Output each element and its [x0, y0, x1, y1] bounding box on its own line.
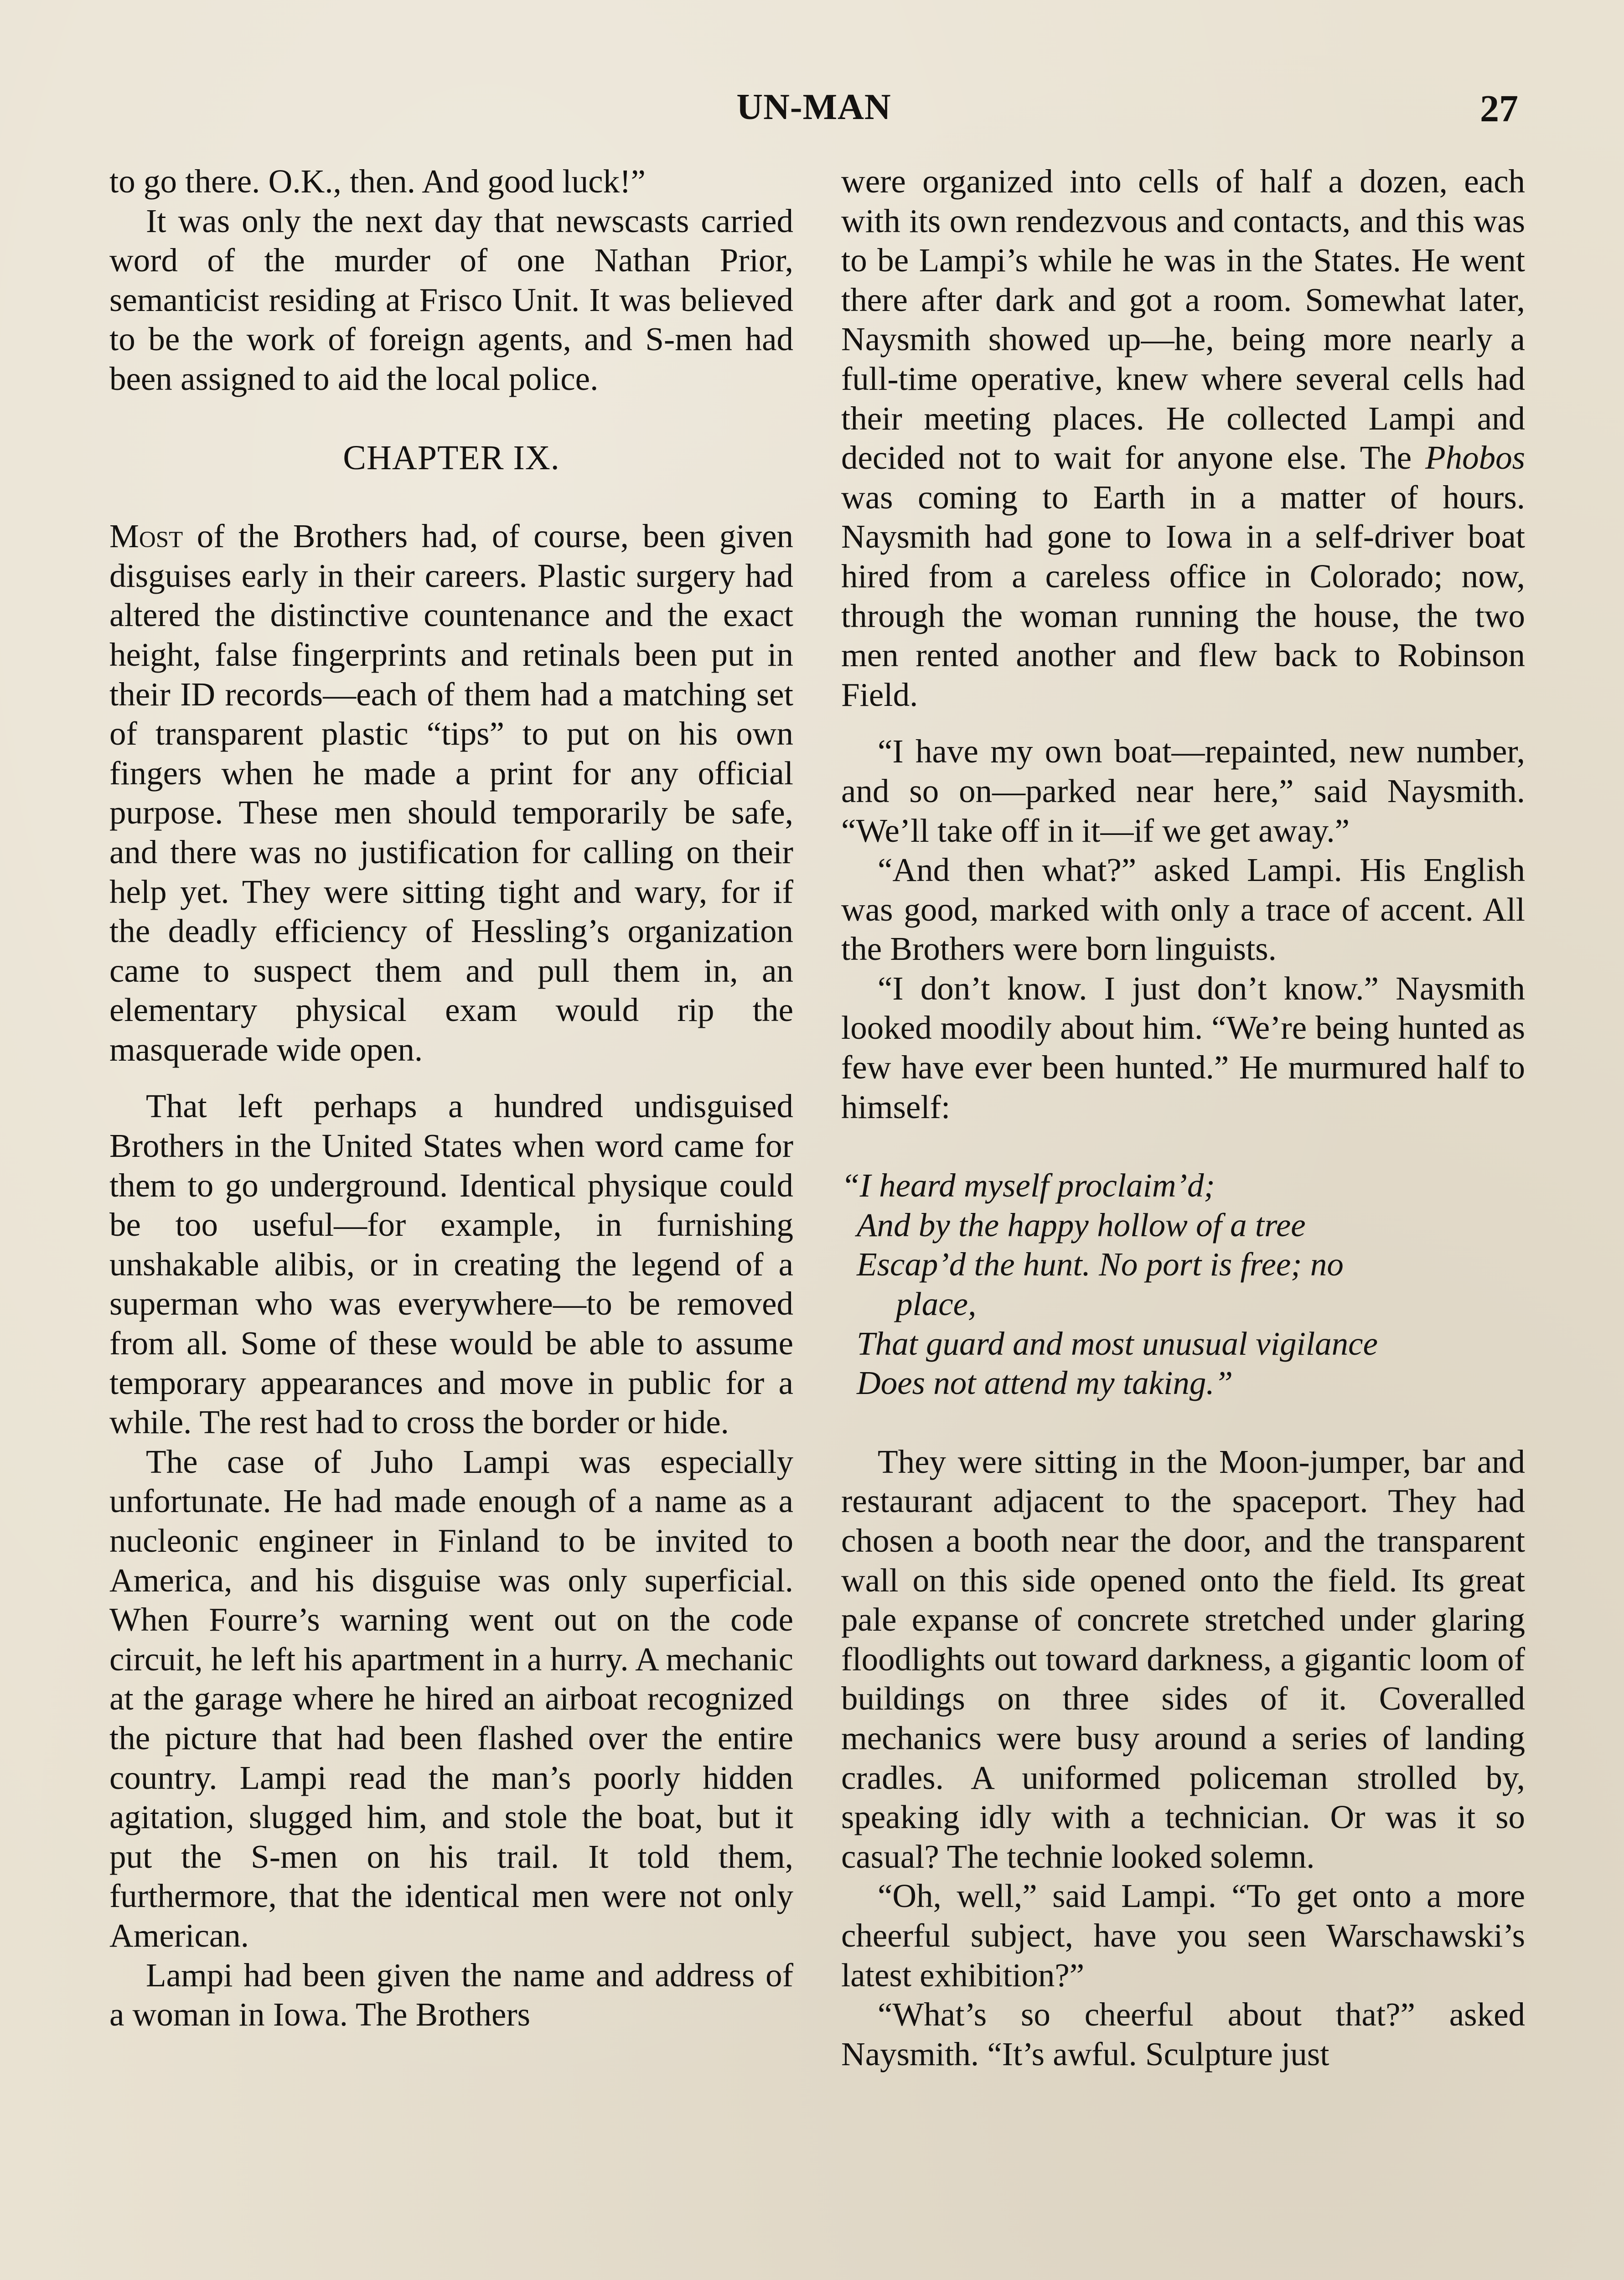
verse-line: Escap’d the hunt. No port is free; no: [857, 1246, 1344, 1283]
verse-line: “I heard myself proclaim’d;: [841, 1167, 1215, 1204]
left-column: [109, 162, 793, 2035]
verse-line: place,: [896, 1285, 977, 1323]
verse-line: That guard and most unusual vigilance: [857, 1325, 1378, 1362]
verse-line: Does not attend my taking.”: [857, 1364, 1233, 1402]
paragraph: [109, 517, 793, 1069]
paragraph: “What’s so cheerful about that?” asked Naysmith. “It’s awful. Sculpture just: [841, 1996, 1525, 2073]
right-column: [841, 162, 1525, 2074]
verse-line: And by the happy hollow of a tree: [857, 1206, 1306, 1244]
verse-quotation: [841, 1166, 1525, 1403]
ship-name: Phobos: [1425, 439, 1525, 477]
paragraph: “I don’t know. I just don’t know.” Naysmith looked moodily about him. “We’re being hunted as few have ever been hunted.” He murmured half to himself:: [841, 969, 1525, 1125]
page-number: 27: [1480, 88, 1518, 130]
paragraph-text: were organized into cells of half a dozen, each with its own rendezvous and contacts, and this was to be Lampi’s while he was in the States. He went there after dark and got a room. Somewhat later, Naysmith showed up—he, being more nearly a full-time operative, knew where several cells had their meeting places. He collected Lampi and decided not to wait for anyone else. The: [841, 163, 1525, 477]
paragraph-text: was coming to Earth in a matter of hours. Naysmith had gone to Iowa in a self-driver boat hired from a careless office in Colorado; now, through the woman running the house, the two men rented another and flew back to Robinson Field.: [841, 478, 1525, 713]
running-title: UN-MAN: [736, 87, 891, 127]
chapter-heading: CHAPTER IX.: [343, 438, 560, 477]
paragraph: Lampi had been given the name and address of a woman in Iowa. The Brothers: [109, 1956, 793, 2033]
paragraph: “I have my own boat—repainted, new number, and so on—parked near here,” said Naysmith. “We’ll take off in it—if we get away.”: [841, 733, 1525, 849]
paragraph: to go there. O.K., then. And good luck!”: [109, 163, 646, 200]
paragraph: “And then what?” asked Lampi. His English was good, marked with only a trace of accent. All the Brothers were born linguists.: [841, 851, 1525, 968]
paragraph: [841, 162, 1525, 715]
paragraph: “Oh, well,” said Lampi. “To get onto a more cheerful subject, have you seen Warschawski’s latest exhibition?”: [841, 1877, 1525, 1994]
page-header: [109, 87, 1518, 137]
paragraph: The case of Juho Lampi was especially unfortunate. He had made enough of a name as a nucleonic engineer in Finland to be invited to America, and his disguise was only superficial. When Fourre’s warning went out on the code circuit, he left his apartment in a hurry. A mechanic at the garage where he hired an airboat recognized the picture that had been flashed over the entire country. Lampi read the man’s poorly hidden agitation, slugged him, and stole the boat, but it put the S-men on his trail. It told them, furthermore, that the identical men were not only American.: [109, 1443, 793, 1954]
paragraph: They were sitting in the Moon-jumper, bar and restaurant adjacent to the spaceport. They had chosen a booth near the door, and the transparent wall on this side opened onto the field. Its great pale expanse of concrete stretched under glaring floodlights out toward darkness, a gigantic loom of buildings on three sides of it. Coveralled mechanics were busy around a series of landing cradles. A uniformed policeman strolled by, speaking idly with a technician. Or was it so casual? The technie looked solemn.: [841, 1443, 1525, 1875]
paragraph-text: of the Brothers had, of course, been given disguises early in their careers. Plastic surgery had altered the distinctive countenance and the exact height, false fingerprints and retinals been put in their ID records—each of them had a matching set of transparent plastic “tips” to put on his own fingers when he made a print for any official purpose. These men should temporarily be safe, and there was no justification for calling on their help yet. They were sitting tight and wary, for if the deadly efficiency of Hessling’s organization came to suspect them and pull them in, an elementary physical exam would rip the masquerade wide open.: [109, 518, 793, 1068]
paragraph: It was only the next day that newscasts carried word of the murder of one Nathan Prior, semanticist residing at Frisco Unit. It was believed to be the work of foreign agents, and S-men had been assigned to aid the local police.: [109, 202, 793, 397]
paragraph: That left perhaps a hundred undisguised Brothers in the United States when word came for them to go underground. Identical physique could be too useful—for example, in furnishing unshakable alibis, or in creating the legend of a superman who was everywhere—to be removed from all. Some of these would be able to assume temporary appearances and move in public for a while. The rest had to cross the border or hide.: [109, 1088, 793, 1441]
small-caps-lead: Most: [109, 518, 183, 555]
